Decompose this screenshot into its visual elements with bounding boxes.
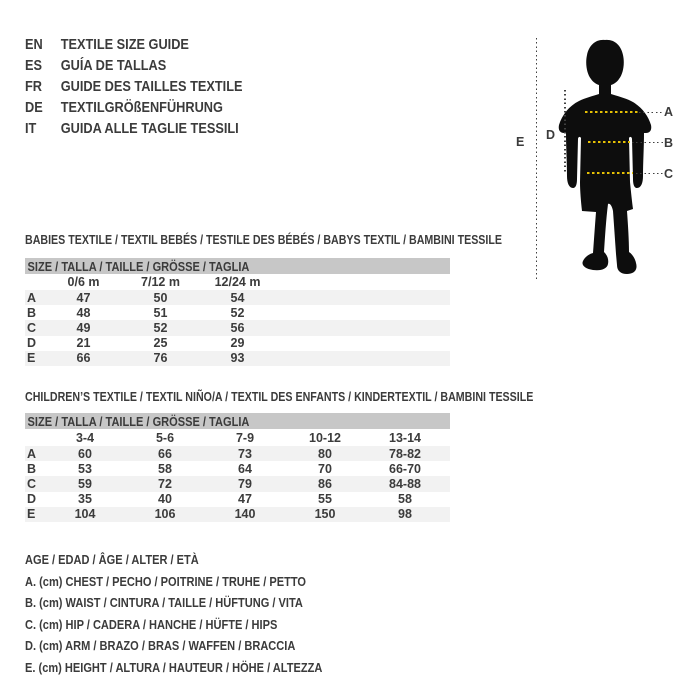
measure-line-arm-d bbox=[564, 90, 566, 173]
column-header: 7/12 m bbox=[141, 275, 180, 289]
table-cell: 73 bbox=[238, 446, 252, 461]
row-label: B bbox=[27, 461, 37, 476]
table-cell: 47 bbox=[76, 290, 91, 305]
legend-line-chest: A. (cm) CHEST / PECHO / POITRINE / TRUHE / PETTO bbox=[25, 573, 306, 589]
table-row bbox=[25, 461, 450, 476]
column-header: 0/6 m bbox=[67, 275, 100, 289]
children-size-header-label: SIZE / TALLA / TAILLE / GRÖSSE / TAGLIA bbox=[27, 414, 250, 429]
language-code: FR bbox=[25, 78, 42, 95]
table-cell: 78-82 bbox=[389, 446, 421, 461]
column-header: 12/24 m bbox=[214, 275, 261, 289]
language-title: GUIDA ALLE TAGLIE TESSILI bbox=[60, 120, 239, 137]
table-cell: 52 bbox=[153, 320, 168, 335]
table-cell: 54 bbox=[230, 290, 245, 305]
row-label: E bbox=[27, 351, 36, 366]
table-cell: 53 bbox=[78, 461, 92, 476]
row-label: C bbox=[27, 476, 37, 491]
table-header-row bbox=[25, 430, 450, 446]
measure-leader-c bbox=[636, 173, 663, 175]
legend-line-arm: D. (cm) ARM / BRAZO / BRAS / WAFFEN / BRACCIA bbox=[25, 638, 296, 653]
table-cell: 64 bbox=[238, 461, 252, 476]
language-code: DE bbox=[25, 99, 43, 116]
measure-line-waist-b bbox=[588, 141, 630, 143]
column-header: 7-9 bbox=[235, 431, 255, 445]
language-list bbox=[25, 34, 281, 139]
table-row bbox=[25, 446, 450, 461]
language-title: GUIDE DES TAILLES TEXTILE bbox=[60, 78, 243, 95]
children-section-heading: CHILDREN’S TEXTILE / TEXTIL NIÑO/A / TEXTIL DES ENFANTS / KINDERTEXTIL / BAMBINI TESSILE bbox=[25, 389, 534, 404]
table-cell: 66 bbox=[76, 351, 91, 366]
measurement-legend bbox=[25, 549, 375, 678]
measurement-figure bbox=[500, 25, 700, 290]
table-cell: 60 bbox=[78, 446, 92, 461]
language-row-en bbox=[25, 34, 243, 55]
column-header: 3-4 bbox=[75, 431, 95, 445]
table-row bbox=[25, 351, 450, 366]
column-header: 5-6 bbox=[155, 431, 175, 445]
measure-label-e: E bbox=[516, 135, 525, 149]
legend-line-hip: C. (cm) HIP / CADERA / HANCHE / HÜFTE / HIPS bbox=[25, 616, 278, 632]
measure-label-c: C bbox=[664, 167, 674, 181]
table-cell: 58 bbox=[158, 461, 172, 476]
table-cell: 55 bbox=[318, 492, 332, 507]
table-row bbox=[25, 336, 450, 351]
table-row bbox=[25, 507, 450, 522]
row-label: A bbox=[27, 446, 37, 461]
table-cell: 70 bbox=[318, 461, 332, 476]
babies-size-table bbox=[25, 274, 450, 366]
column-header: 13-14 bbox=[389, 431, 421, 445]
table-cell: 58 bbox=[398, 492, 412, 507]
babies-section-heading: BABIES TEXTILE / TEXTIL BEBÉS / TESTILE DES BÉBÉS / BABYS TEXTIL / BAMBINI TESSILE bbox=[25, 232, 503, 247]
table-cell: 86 bbox=[318, 476, 332, 491]
language-row-it bbox=[25, 118, 243, 139]
row-label: B bbox=[27, 305, 37, 320]
table-header-row bbox=[25, 274, 450, 290]
legend-line-waist: B. (cm) WAIST / CINTURA / TAILLE / HÜFTUNG / VITA bbox=[25, 595, 303, 610]
table-cell: 106 bbox=[154, 507, 176, 522]
table-cell: 150 bbox=[314, 507, 336, 522]
table-cell: 51 bbox=[153, 305, 168, 320]
table-cell: 21 bbox=[76, 336, 91, 351]
legend-line-age: AGE / EDAD / ÂGE / ALTER / ETÀ bbox=[25, 552, 199, 567]
table-cell: 79 bbox=[238, 476, 252, 491]
table-row bbox=[25, 476, 450, 491]
table-cell: 40 bbox=[158, 492, 172, 507]
children-size-header-bar bbox=[25, 413, 450, 429]
language-row-es bbox=[25, 55, 243, 76]
row-label: D bbox=[27, 492, 37, 507]
table-row bbox=[25, 492, 450, 507]
table-cell: 93 bbox=[230, 351, 245, 366]
measure-line-height-e bbox=[536, 38, 538, 280]
row-label: E bbox=[27, 507, 36, 522]
row-label: A bbox=[27, 290, 37, 305]
table-cell: 35 bbox=[78, 492, 92, 507]
language-code: IT bbox=[25, 120, 37, 137]
measure-label-d: D bbox=[546, 128, 556, 142]
table-cell: 104 bbox=[74, 507, 96, 522]
language-code: ES bbox=[25, 57, 43, 74]
table-row bbox=[25, 305, 450, 320]
language-row-fr bbox=[25, 76, 243, 97]
table-cell: 140 bbox=[234, 507, 256, 522]
table-cell: 52 bbox=[230, 305, 245, 320]
language-title: TEXTILE SIZE GUIDE bbox=[60, 36, 189, 53]
table-cell: 66 bbox=[158, 446, 172, 461]
table-cell: 72 bbox=[158, 476, 172, 491]
table-cell: 50 bbox=[153, 290, 168, 305]
babies-size-header-bar bbox=[25, 258, 450, 274]
measure-label-a: A bbox=[664, 105, 674, 119]
measure-line-hip-c bbox=[587, 172, 633, 174]
row-label: D bbox=[27, 336, 37, 351]
language-title: TEXTILGRÖßENFÜHRUNG bbox=[60, 99, 223, 116]
table-row bbox=[25, 290, 450, 305]
table-cell: 76 bbox=[153, 351, 168, 366]
row-label: C bbox=[27, 320, 37, 335]
language-row-de bbox=[25, 97, 243, 118]
table-cell: 80 bbox=[318, 446, 332, 461]
table-cell: 66-70 bbox=[389, 461, 421, 476]
measure-leader-b bbox=[632, 142, 663, 144]
language-code: EN bbox=[25, 36, 43, 53]
table-cell: 25 bbox=[153, 336, 168, 351]
table-cell: 48 bbox=[76, 305, 91, 320]
measure-leader-a bbox=[639, 112, 663, 114]
table-cell: 84-88 bbox=[389, 476, 421, 491]
column-header: 10-12 bbox=[309, 431, 341, 445]
table-cell: 49 bbox=[76, 320, 91, 335]
child-silhouette-icon bbox=[555, 35, 655, 275]
language-title: GUÍA DE TALLAS bbox=[60, 57, 167, 74]
babies-size-header-label: SIZE / TALLA / TAILLE / GRÖSSE / TAGLIA bbox=[27, 259, 250, 274]
measure-line-chest-a bbox=[585, 111, 638, 113]
legend-line-height: E. (cm) HEIGHT / ALTURA / HAUTEUR / HÖHE / ALTEZZA bbox=[25, 659, 323, 675]
children-size-table bbox=[25, 430, 450, 522]
table-cell: 98 bbox=[398, 507, 412, 522]
table-cell: 47 bbox=[238, 492, 252, 507]
table-row bbox=[25, 320, 450, 335]
table-cell: 56 bbox=[230, 320, 245, 335]
measure-label-b: B bbox=[664, 136, 674, 150]
table-cell: 29 bbox=[230, 336, 245, 351]
table-cell: 59 bbox=[78, 476, 92, 491]
